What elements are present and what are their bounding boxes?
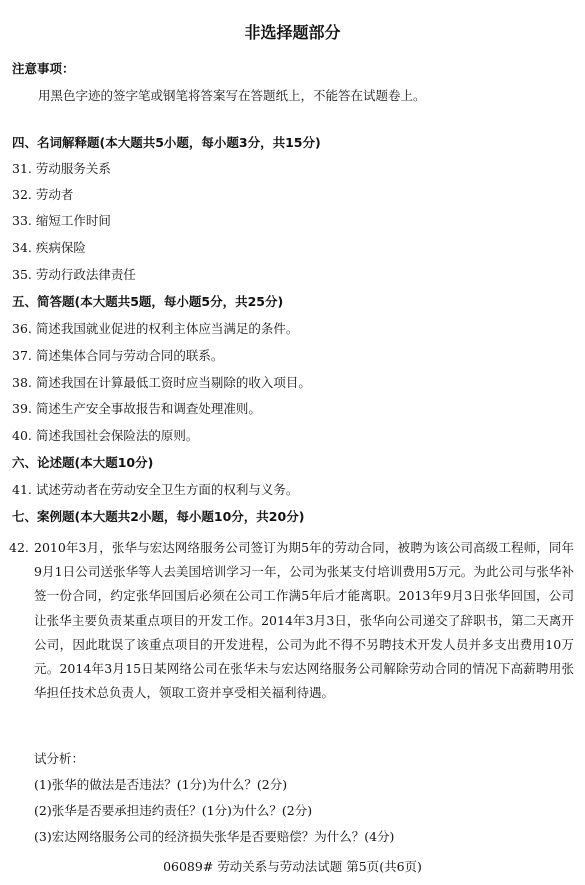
question-item: 35. 劳动行政法律责任 bbox=[12, 267, 136, 282]
analysis-question: (3)宏达网络服务公司的经济损失张华是否要赔偿？为什么？(4分) bbox=[34, 829, 395, 844]
question-item: 31. 劳动服务关系 bbox=[12, 161, 111, 176]
section-heading: 四、名词解释题(本大题共5小题，每小题3分，共15分) bbox=[12, 135, 321, 150]
section-heading: 五、简答题(本大题共5题，每小题5分，共25分) bbox=[12, 294, 284, 309]
question-item: 36. 简述我国就业促进的权利主体应当满足的条件。 bbox=[12, 321, 299, 336]
question-item: 34. 疾病保险 bbox=[12, 240, 86, 255]
case-number: 42. bbox=[9, 540, 29, 555]
page-footer: 06089# 劳动关系与劳动法试题 第5页(共6页) bbox=[163, 859, 422, 874]
question-item: 41. 试述劳动者在劳动安全卫生方面的权利与义务。 bbox=[12, 482, 299, 497]
question-item: 32. 劳动者 bbox=[12, 187, 74, 202]
section-heading: 七、案例题(本大题共2小题，每小题10分，共20分) bbox=[12, 509, 305, 524]
section-heading: 六、论述题(本大题10分) bbox=[12, 455, 154, 470]
question-item: 39. 简述生产安全事故报告和调查处理准则。 bbox=[12, 401, 261, 416]
case-text: 2010年3月，张华与宏达网络服务公司签订为期5年的劳动合同，被聘为该公司高级工程师，同年9月1日公司送张华等人去美国培训学习一年，公司为张某支付培训费用5万元。为此公司与张华补签一份合同，约定张华回国后必须在公司工作满5年后才能离职。2013年9月3日张华回国，公司让张华主要负责某重点项目的开发工作。2014年3月3日，张华向公司递交了辞职书，第二天离开公司，因此耽误了该重点项目的开发进程，公司为此不得不另聘技术开发人员并多支出费用10万元。2014年3月15日某网络公司在张华未与宏达网络服务公司解除劳动合同的情况下高薪聘用张华担任技术总负责人，领取工资并享受相关福利待遇。 bbox=[34, 540, 574, 701]
question-item: 38. 简述我国在计算最低工资时应当剔除的收入项目。 bbox=[12, 375, 311, 390]
analysis-question: (2)张华是否要承担违约责任？(1分)为什么？(2分) bbox=[34, 803, 313, 818]
question-item: 37. 简述集体合同与劳动合同的联系。 bbox=[12, 348, 224, 363]
analysis-question: (1)张华的做法是否违法？(1分)为什么？(2分) bbox=[34, 777, 288, 792]
notice-text: 用黑色字迹的签字笔或钢笔将答案写在答题纸上，不能答在试题卷上。 bbox=[38, 88, 426, 103]
analysis-label: 试分析： bbox=[34, 751, 85, 766]
notice-heading: 注意事项： bbox=[12, 61, 75, 76]
page-title: 非选择题部分 bbox=[244, 23, 341, 42]
question-item: 33. 缩短工作时间 bbox=[12, 213, 111, 228]
question-item: 40. 简述我国社会保险法的原则。 bbox=[12, 428, 199, 443]
